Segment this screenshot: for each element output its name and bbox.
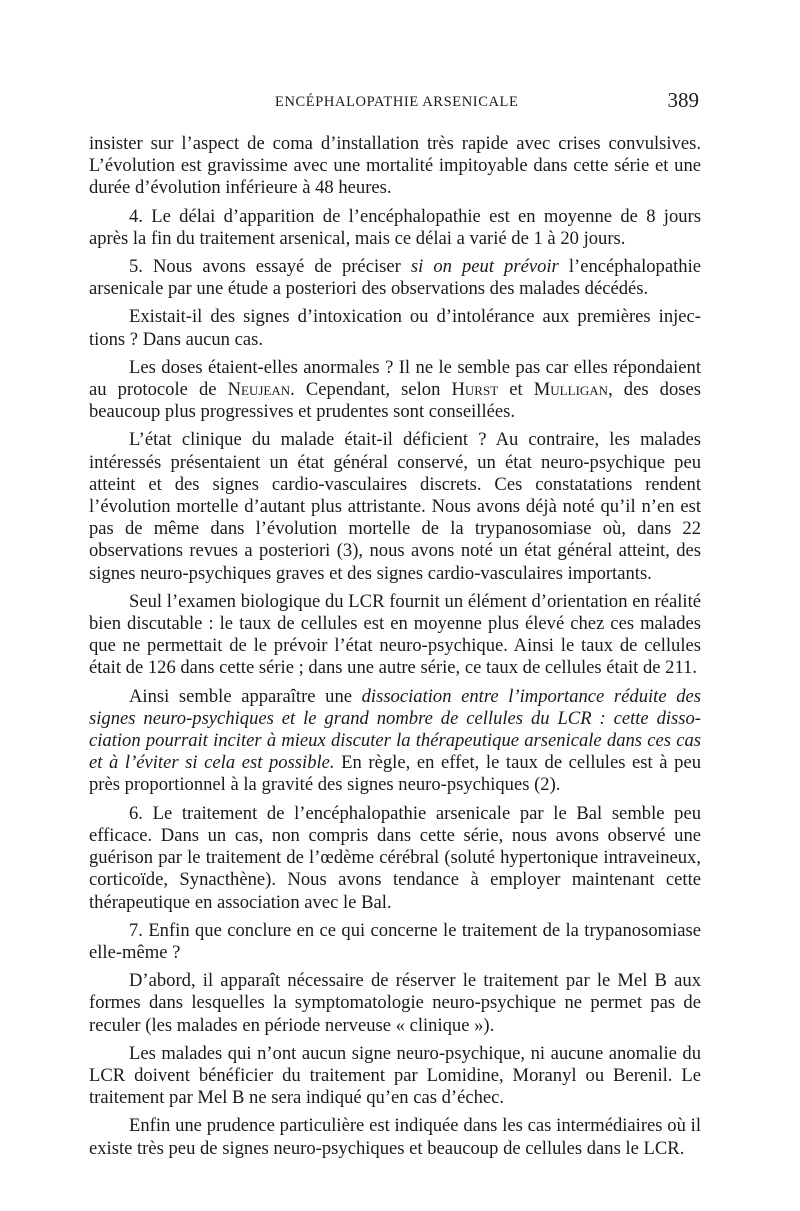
paragraph-clinical-state: L’état clinique du malade était-il déficient ? Au contraire, les malades intéressés présentaient un état général conservé, un état neuro-psychique peu atteint et des signes cardio-vasculaires discrets. Ces constatations rendent l’évolution mortelle d’autant plus attristante. Nous avons déjà noté qu’il n’en est pas de même dans l’évolution mortelle de la trypanosomiase où, dans 22 observations revues a posteriori (3), nous avons noté un état général atteint, des signes neuro-psychiques graves et des signes cardio-vasculaires importants. [89,429,701,584]
paragraph-prudence: Enfin une prudence particulière est indiquée dans les cas intermédiaires où il existe très peu de signes neuro-psychiques et beaucoup de cellules dans le LCR. [89,1115,701,1159]
paragraph-point-7-conclusion: 7. Enfin que conclure en ce qui concerne le traitement de la trypanosomiase elle-même ? [89,919,701,963]
text-run: En règle, en effet, le taux de cellules est à peu près proportionnel à la gravité des signes neuro-psychiques (2). [89,752,701,796]
author-neujean: Neujean [227,379,291,401]
italic-run: dissociation entre l’importance réduite des signes neuro-psychiques et le grand nombre de cellules du LCR : cette dissociation pourrait inciter à mieux discuter la thérapeutique arsenicale dans ces cas et à l’éviter si cela est possible. [89,685,701,774]
paragraph-coma-evolution: insister sur l’aspect de coma d’installation très rapide avec crises convulsives. L’évolution est gravissime avec une mortalité impitoyable dans cette série et une durée d’évolution inférieure à 48 heures. [89,133,701,199]
text-run: Les doses étaient-elles anormales ? Il ne le semble pas car elles répondaient au protocole de [89,356,701,401]
author-mulligan: Mulligan [533,379,609,401]
running-title: ENCÉPHALOPATHIE ARSENICALE [275,94,519,110]
paragraph-doses [89,357,701,424]
paragraph-lomidine: Les malades qui n’ont aucun signe neuro-psychique, ni aucune anomalie du LCR doivent bénéficier du traitement par Lomidine, Moranyl ou Berenil. Le traitement par Mel B ne sera indiqué qu’en cas d’échec. [89,1042,701,1109]
text-run: 5. Nous avons essayé de préciser [129,256,411,278]
author-hurst: Hurst [451,379,499,401]
paragraph-point-4-delay: 4. Le délai d’apparition de l’encéphalopathie est en moyenne de 8 jours après la fin du traitement arsenical, mais ce délai a varié de 1 à 20 jours. [89,205,701,249]
paragraph-point-5-prediction [89,256,701,300]
paragraph-intoxication-signs: Existait-il des signes d’intoxication ou d’intolérance aux premières injections ? Dans aucun cas. [89,306,701,350]
text-run: Ainsi semble apparaître une [129,685,362,707]
text-run: et [498,379,534,401]
italic-run: si on peut prévoir [410,256,559,278]
page-header [0,88,800,118]
paragraph-mel-b: D’abord, il apparaît nécessaire de réserver le traitement par le Mel B aux formes dans lesquelles la symptomatologie neuro-psychique ne permet pas de reculer (les malades en période nerveuse « clinique »). [89,970,701,1036]
text-run: . Cependant, selon [290,379,452,401]
paragraph-point-6-bal: 6. Le traitement de l’encéphalopathie arsenicale par le Bal semble peu efficace. Dans un cas, non compris dans cette série, nous avons observé une guérison par le traitement de l’œdème cérébral (soluté hypertonique intraveineux, corticoïde, Synacthène). Nous avons tendance à employer maintenant cette thérapeutique en association avec le Bal. [89,802,701,913]
body-text [89,133,701,1166]
text-run: , des doses beaucoup plus progressives et prudentes sont conseillées. [89,379,701,423]
paragraph-lcr-exam: Seul l’examen biologique du LCR fournit un élément d’orientation en réalité bien discutable : le taux de cellules est en moyenne plus élevé chez ces malades que ne permettait de le prévoir l’état neuro-psychique. Ainsi le taux de cellules était de 126 dans cette série ; dans une autre série, ce taux de cellules était de 211. [89,590,701,679]
paragraph-dissociation [89,686,701,797]
text-run: l’encéphalopathie arsenicale par une étude a posteriori des observations des malades décédés. [89,256,701,300]
page-number: 389 [667,88,699,112]
